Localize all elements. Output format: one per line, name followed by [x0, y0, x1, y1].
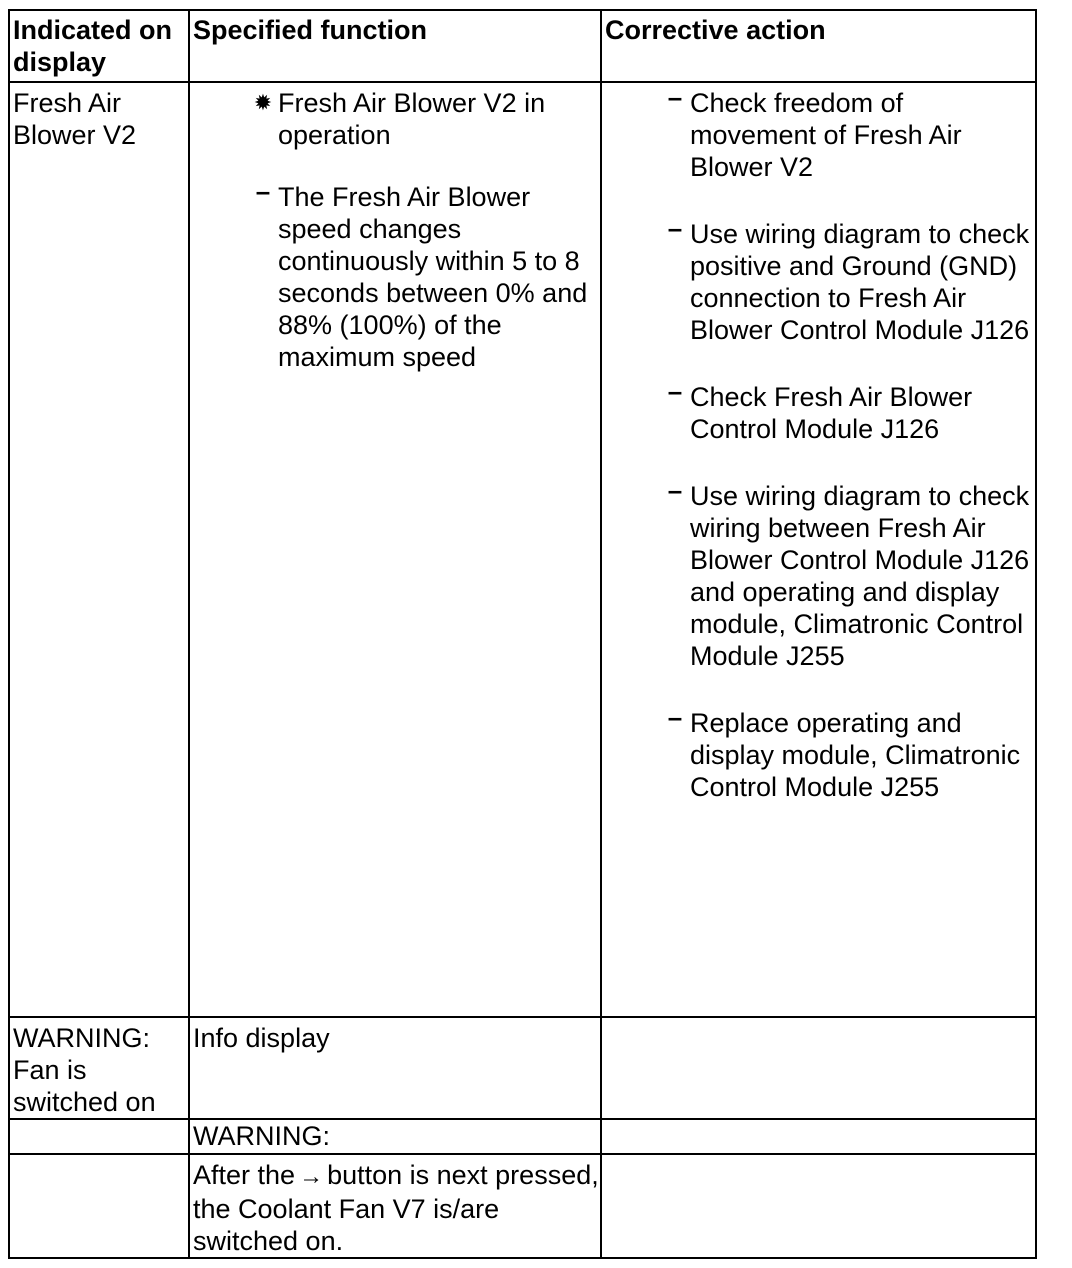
action-cell — [601, 82, 1036, 1016]
action-text: Check Fresh Air Blower Control Module J126 — [690, 382, 973, 445]
display-cell — [9, 1017, 189, 1119]
action-text — [602, 1018, 1035, 1022]
table-row — [9, 1017, 1036, 1119]
action-text: Check freedom of movement of Fresh Air Blower V2 — [690, 88, 962, 183]
list-item — [190, 87, 600, 151]
display-text — [10, 1155, 188, 1159]
list-item — [190, 176, 600, 373]
dash-bullet-icon: – — [667, 376, 683, 407]
function-cell — [189, 1017, 601, 1119]
display-cell — [9, 1154, 189, 1258]
action-text: Replace operating and display module, Climatronic Control Module J255 — [690, 708, 1021, 803]
action-cell — [601, 1017, 1036, 1119]
function-text: WARNING: — [193, 1120, 330, 1151]
header-indicated-on-display: Indicated on display — [9, 10, 189, 82]
function-text — [190, 1155, 600, 1257]
display-cell — [9, 82, 189, 1016]
diagnostic-table — [8, 9, 1037, 1259]
star-bullet-icon: ✹ — [253, 90, 273, 116]
display-text: WARNING: Fan is switched on — [13, 1022, 156, 1117]
action-text — [602, 1120, 1035, 1124]
function-list — [190, 83, 600, 373]
table-row — [9, 1119, 1036, 1154]
list-item — [602, 213, 1035, 346]
display-text — [10, 1120, 188, 1124]
list-item — [602, 376, 1035, 445]
display-cell — [9, 1119, 189, 1154]
display-text: Fresh Air Blower V2 — [13, 88, 137, 151]
dash-bullet-icon: – — [667, 213, 683, 244]
action-list — [602, 83, 1035, 803]
header-corrective-action: Corrective action — [601, 10, 1036, 82]
action-text — [602, 1155, 1035, 1159]
list-item — [602, 82, 1035, 183]
function-text: Info display — [193, 1022, 330, 1053]
right-arrow-icon: → — [299, 1162, 324, 1190]
function-text: The Fresh Air Blower speed changes continuously within 5 to 8 seconds between 0% and 88% (100%) of the maximum speed — [278, 182, 588, 373]
dash-bullet-icon: – — [667, 475, 683, 506]
header-specified-function: Specified function — [189, 10, 601, 82]
function-text: Fresh Air Blower V2 in operation — [278, 88, 546, 151]
action-cell — [601, 1154, 1036, 1258]
action-text: Use wiring diagram to check wiring between Fresh Air Blower Control Module J126 and operating and display module, Climatronic Control Module J255 — [690, 481, 1030, 672]
dash-bullet-icon: – — [255, 176, 271, 207]
function-cell — [189, 1119, 601, 1154]
function-cell — [189, 1154, 601, 1258]
list-item — [602, 702, 1035, 803]
function-text-before: After the — [193, 1159, 296, 1190]
dash-bullet-icon: – — [667, 702, 683, 733]
table-header-row — [9, 10, 1036, 82]
dash-bullet-icon: – — [667, 82, 683, 113]
table-row — [9, 82, 1036, 1016]
list-item — [602, 475, 1035, 672]
action-text: Use wiring diagram to check positive and Ground (GND) connection to Fresh Air Blower Control Module J126 — [690, 219, 1030, 346]
table-row — [9, 1154, 1036, 1258]
function-cell — [189, 82, 601, 1016]
function-text-after: button is next pressed, the Coolant Fan V7 is/are switched on. — [193, 1159, 599, 1256]
action-cell — [601, 1119, 1036, 1154]
